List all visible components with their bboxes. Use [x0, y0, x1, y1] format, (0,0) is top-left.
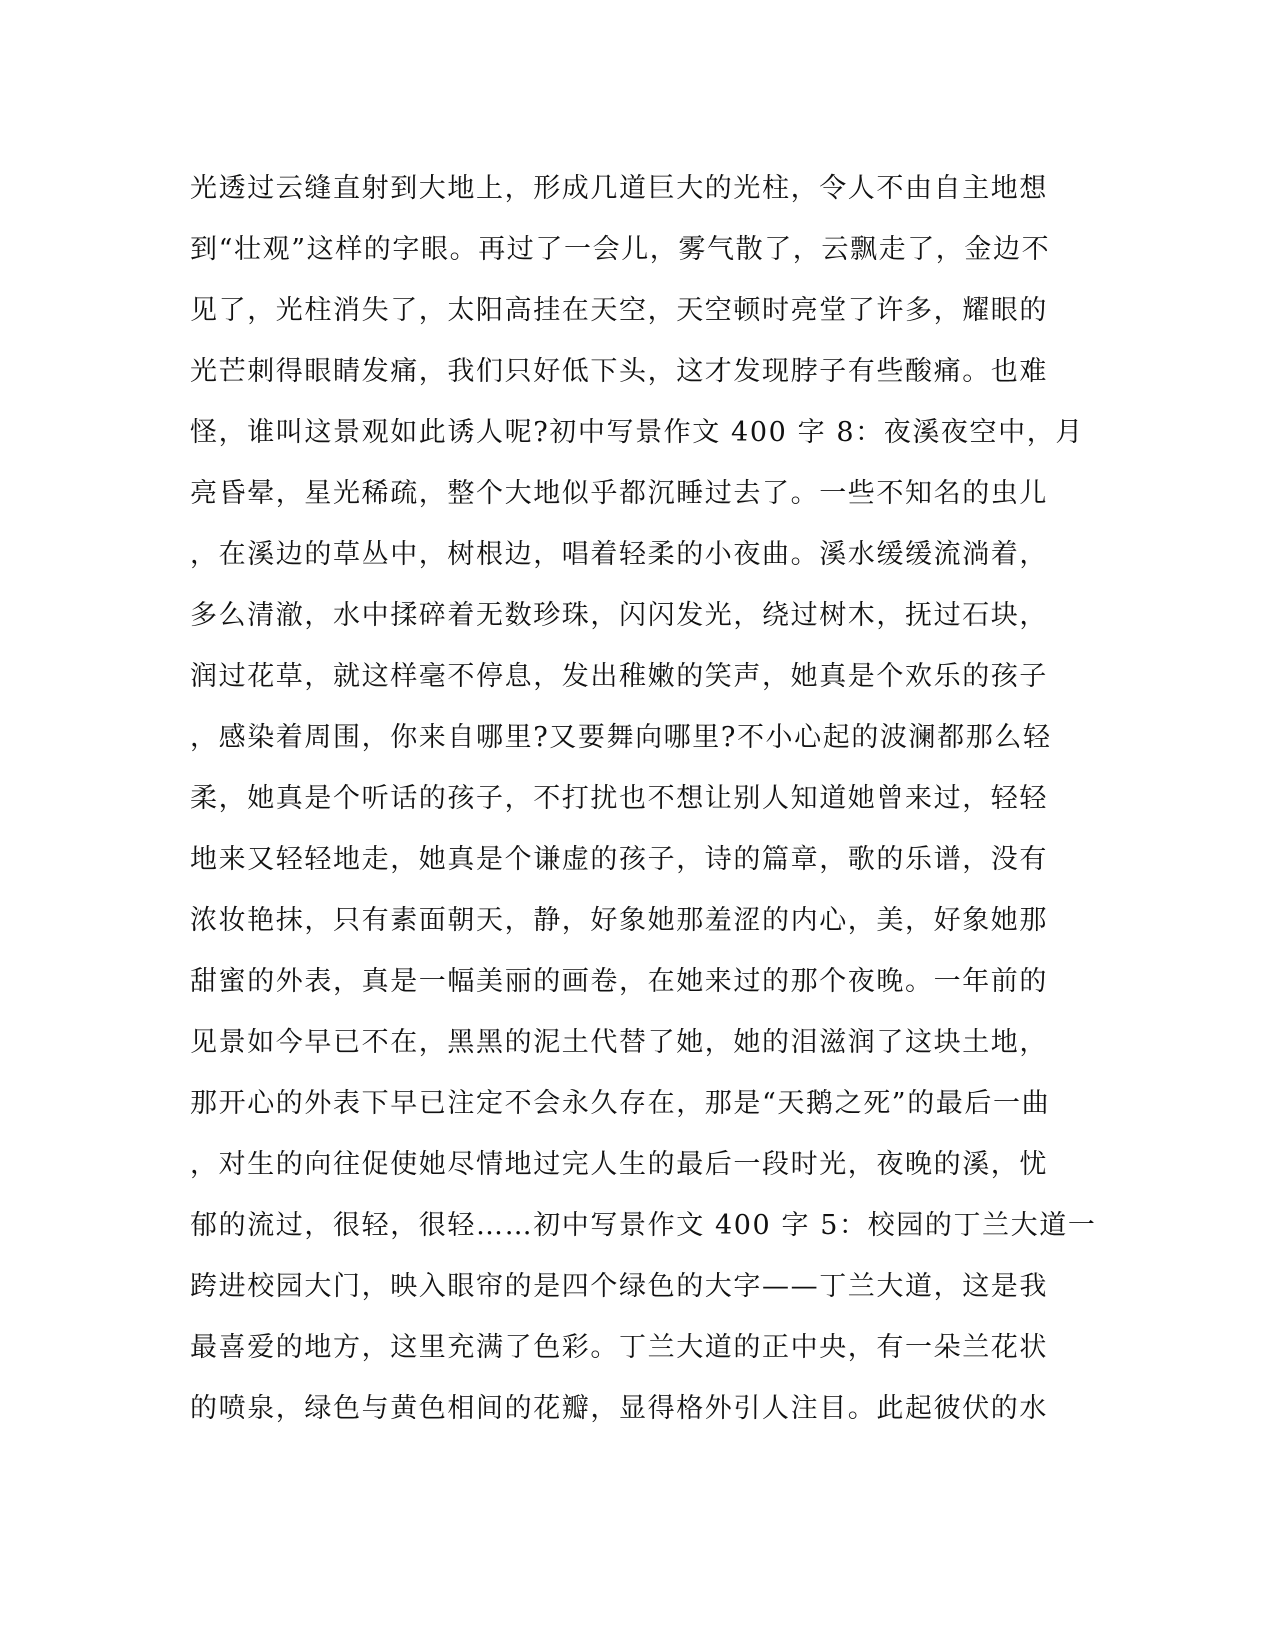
text-line: ，在溪边的草丛中，树根边，唱着轻柔的小夜曲。溪水缓缓流淌着， — [190, 539, 1048, 570]
body-text — [190, 158, 1097, 1439]
text-line: 见了，光柱消失了，太阳高挂在天空，天空顿时亮堂了许多，耀眼的 — [190, 295, 1048, 326]
text-line: 浓妆艳抹，只有素面朝天，静，好象她那羞涩的内心，美，好象她那 — [190, 905, 1048, 936]
text-line: 那开心的外表下早已注定不会永久存在，那是“天鹅之死”的最后一曲 — [190, 1088, 1051, 1119]
text-line: 亮昏晕，星光稀疏，整个大地似乎都沉睡过去了。一些不知名的虫儿 — [190, 478, 1048, 509]
text-line: 怪，谁叫这景观如此诱人呢?初中写景作文 400 字 8：夜溪夜空中，月 — [190, 417, 1084, 448]
text-line: 柔，她真是个听话的孩子，不打扰也不想让别人知道她曾来过，轻轻 — [190, 783, 1048, 814]
text-line: ，对生的向往促使她尽情地过完人生的最后一段时光，夜晚的溪，忧 — [190, 1149, 1048, 1180]
text-line: 地来又轻轻地走，她真是个谦虚的孩子，诗的篇章，歌的乐谱，没有 — [190, 844, 1048, 875]
text-line: 到“壮观”这样的字眼。再过了一会儿，雾气散了，云飘走了，金边不 — [190, 234, 1051, 265]
text-line: 光透过云缝直射到大地上，形成几道巨大的光柱，令人不由自主地想 — [190, 173, 1048, 204]
text-line: 甜蜜的外表，真是一幅美丽的画卷，在她来过的那个夜晚。一年前的 — [190, 966, 1048, 997]
text-line: 润过花草，就这样毫不停息，发出稚嫩的笑声，她真是个欢乐的孩子 — [190, 661, 1048, 692]
text-line: 见景如今早已不在，黑黑的泥土代替了她，她的泪滋润了这块土地， — [190, 1027, 1048, 1058]
text-line: 最喜爱的地方，这里充满了色彩。丁兰大道的正中央，有一朵兰花状 — [190, 1332, 1048, 1363]
text-line: 郁的流过，很轻，很轻……初中写景作文 400 字 5：校园的丁兰大道一 — [190, 1210, 1097, 1241]
text-line: 的喷泉，绿色与黄色相间的花瓣，显得格外引人注目。此起彼伏的水 — [190, 1393, 1048, 1424]
text-line: 多么清澈，水中揉碎着无数珍珠，闪闪发光，绕过树木，抚过石块， — [190, 600, 1048, 631]
text-line: 跨进校园大门，映入眼帘的是四个绿色的大字——丁兰大道，这是我 — [190, 1271, 1048, 1302]
text-line: 光芒刺得眼睛发痛，我们只好低下头，这才发现脖子有些酸痛。也难 — [190, 356, 1048, 387]
text-line: ，感染着周围，你来自哪里?又要舞向哪里?不小心起的波澜都那么轻 — [190, 722, 1052, 753]
